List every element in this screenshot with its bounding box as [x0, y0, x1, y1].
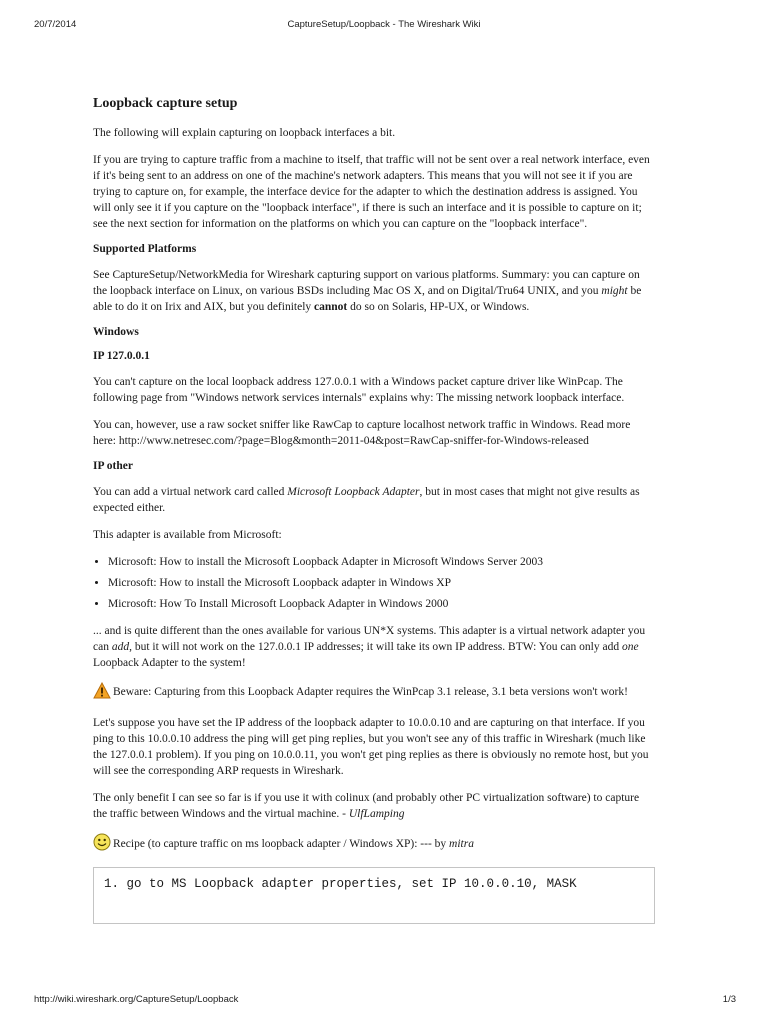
smiley-icon [93, 833, 111, 856]
ip127-paragraph-2: You can, however, use a raw socket sniffer like RawCap to capture localhost network traffic in Windows. Read more here: http://www.netresec.com/?page=Blog&month=2011-04&post=RawCap-sniffer-for-Windows-released [93, 419, 631, 447]
page-url: http://wiki.wireshark.org/CaptureSetup/Loopback [34, 994, 239, 1005]
code-line: 1. go to MS Loopback adapter properties, set IP 10.0.0.10, MASK [104, 877, 577, 891]
adapter-available-text: This adapter is available from Microsoft: [93, 529, 282, 541]
code-block [93, 867, 655, 924]
ip-other-paragraph: You can add a virtual network card called Microsoft Loopback Adapter, but in most cases that might not give results as expected either. [93, 486, 640, 514]
adapter-difference-paragraph: ... and is quite different than the ones available for various UN*X systems. This adapter is a virtual network adapter you can add, but it will not work on the 127.0.0.1 IP addresses; it will take its own IP address. BTW: You can only add one Loopback Adapter to the system! [93, 625, 646, 669]
supported-platforms-heading: Supported Platforms [93, 243, 197, 255]
warning-icon [93, 682, 111, 704]
link-windows-2000[interactable]: Microsoft: How To Install Microsoft Loopback Adapter in Windows 2000 [108, 598, 449, 610]
link-server-2003[interactable]: Microsoft: How to install the Microsoft Loopback Adapter in Microsoft Windows Server 2003 [108, 556, 543, 568]
microsoft-links-list [93, 554, 655, 612]
author-link[interactable]: UlfLamping [348, 808, 405, 820]
recipe-author-link[interactable]: mitra [449, 838, 474, 850]
article-body [93, 96, 655, 924]
ip127-paragraph-1: You can't capture on the local loopback address 127.0.0.1 with a Windows packet capture driver like WinPcap. The following page from "Windows network services internals" explains why: The missing network loopback interface. [93, 376, 625, 404]
page-number: 1/3 [722, 994, 736, 1005]
link-windows-xp[interactable]: Microsoft: How to install the Microsoft Loopback adapter in Windows XP [108, 577, 451, 589]
intro-paragraph: The following will explain capturing on loopback interfaces a bit. [93, 127, 396, 139]
loopback-explanation: If you are trying to capture traffic from a machine to itself, that traffic will not be sent over a real network interface, even if it's being sent to an address on one of the machine's network adapters. This means that you will not see it if you are trying to capture on, for example, the interface device for the adapter to which the destination address is assigned. You will only see it if you capture on the "loopback interface", if there is such an interface and it is possible to capture on it; see the next section for information on the platforms on which you can capture on the "loopback interface". [93, 154, 650, 230]
supported-platforms-paragraph: See CaptureSetup/NetworkMedia for Wireshark capturing support on various platforms. Summary: you can capture on the loopback interface on Linux, on various BSDs including Mac OS X, and on Digital/Tru64 UNIX, and you might be able to do it on Irix and AIX, but you definitely cannot do so on Solaris, HP-UX, or Windows. [93, 269, 642, 313]
list-item[interactable] [108, 596, 655, 612]
ip127-heading: IP 127.0.0.1 [93, 350, 150, 362]
print-date: 20/7/2014 [34, 19, 77, 30]
windows-heading: Windows [93, 326, 139, 338]
list-item[interactable] [108, 554, 655, 570]
ping-scenario-paragraph: Let's suppose you have set the IP address of the loopback adapter to 10.0.0.10 and are capturing on that interface. If you ping to this 10.0.0.10 address the ping will get ping replies, but you won't see any of this traffic in Wireshark (much like the 127.0.0.1 problem). If you ping on 10.0.0.11, you won't get ping replies as there is obviously no remote host, but you will see the corresponding ARP requests in Wireshark. [93, 717, 649, 777]
recipe-paragraph: Recipe (to capture traffic on ms loopback adapter / Windows XP): --- by mitra [93, 833, 655, 856]
ip-other-heading: IP other [93, 460, 133, 472]
list-item[interactable] [108, 575, 655, 591]
beware-paragraph: Beware: Capturing from this Loopback Adapter requires the WinPcap 3.1 release, 3.1 beta versions won't work! [93, 682, 655, 704]
benefit-paragraph: The only benefit I can see so far is if you use it with colinux (and probably other PC virtualization software) to capture the traffic between Windows and the virtual machine. - UlfLamping [93, 792, 640, 820]
article-title: Loopback capture setup [93, 96, 238, 111]
page-title: CaptureSetup/Loopback - The Wireshark Wiki [287, 19, 481, 30]
